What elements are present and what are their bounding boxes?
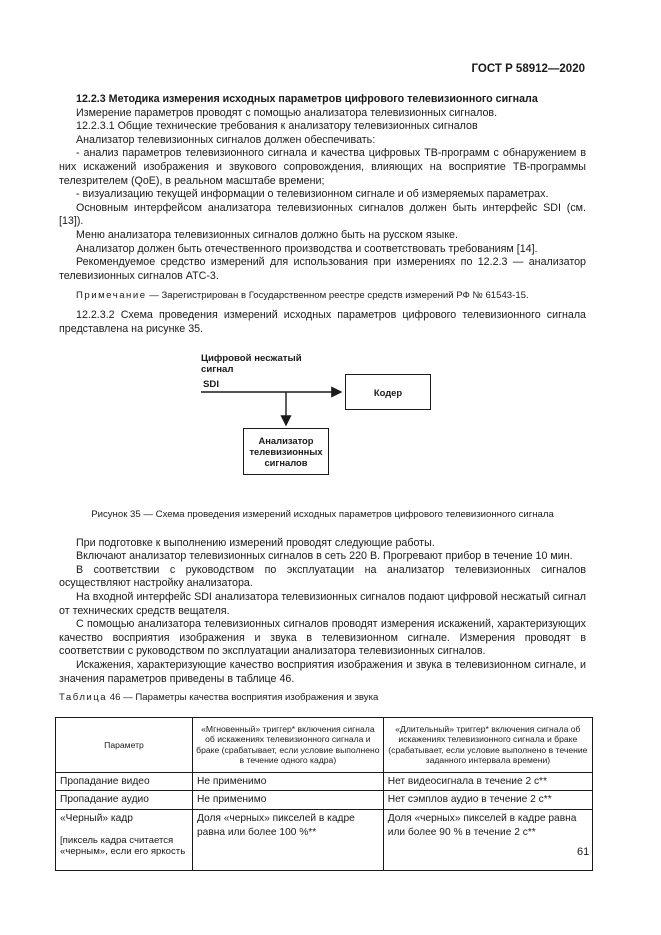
cell-param-title: «Черный» кадр	[60, 813, 133, 824]
table-caption-text: 46 — Параметры качества восприятия изображения и звука	[107, 692, 379, 704]
header-long-trigger: «Длительный» триггер* включения сигнала об искажениях телевизионного сигнала и браке (срабатывает, если условие выполнено в течение заданного интервала времени)	[383, 717, 592, 772]
subsection-title: 12.2.3.1 Общие технические требования к анализатору телевизионных сигналов	[76, 120, 478, 133]
cell-long: Нет видеосигнала в течение 2 с**	[383, 772, 592, 791]
figure-35-diagram	[59, 346, 586, 508]
paragraph: С помощью анализатора телевизионных сигналов проводят измерения искажений, характеризующих качество восприятия изображения и звука в телевизионном сигнале. Измерения проводят в соответствии с руководством по эксплуатации анализатора телевизионных сигналов.	[59, 618, 586, 658]
cell-param	[56, 810, 193, 871]
paragraph: На входной интерфейс SDI анализатора телевизионных сигналов подают цифровой несжатый сигнал от технических средств вещателя.	[59, 591, 586, 617]
table-header-row	[56, 717, 593, 772]
parameters-table	[55, 717, 593, 871]
paragraph: Измерение параметров проводят с помощью анализатора телевизионных сигналов.	[76, 106, 498, 119]
paragraph: В соответствии с руководством по эксплуатации на анализатор телевизионных сигналов осуществляют настройку анализатора.	[59, 563, 586, 590]
table-row	[56, 772, 593, 791]
page-number: 61	[577, 846, 590, 858]
note-label: Примечание	[76, 290, 147, 302]
header-instant-trigger: «Мгновенный» триггер* включения сигнала об искажениях телевизионного сигнала и браке (срабатывает, если условие выполнено в течение одного кадра)	[193, 717, 384, 772]
cell-param: Пропадание аудио	[56, 791, 193, 810]
note	[59, 289, 586, 303]
coder-box	[345, 374, 431, 410]
paragraph: При подготовке к выполнению измерений проводят следующие работы.	[76, 536, 435, 549]
header-parameter: Параметр	[56, 717, 193, 772]
cell-instant: Не применимо	[193, 772, 384, 791]
list-item: - анализ параметров телевизионного сигнала и качества цифровых ТВ-программ с обнаружением в них искажений изображения и звукового сопровождения, влияющих на восприятие ТВ-программы телезрителем (QoE), в реальном масштабе времени;	[59, 147, 586, 187]
sdi-label: SDI	[203, 379, 219, 391]
list-item: - визуализацию текущей информации о телевизионном сигнале и об измеряемых параметрах.	[76, 188, 549, 201]
analyzer-label: Анализатор телевизионных сигналов	[249, 435, 323, 469]
paragraph: Включают анализатор телевизионных сигналов в сеть 220 В. Прогревают прибор в течение 10 мин.	[76, 550, 573, 563]
section-heading: 12.2.3 Методика измерения исходных параметров цифрового телевизионного сигнала	[76, 93, 538, 105]
table-caption	[59, 691, 586, 705]
paragraph: Рекомендуемое средство измерений для использования при измерениях по 12.2.3 — анализатор телевизионных сигналов АТС-3.	[59, 256, 586, 282]
cell-instant: Доля «черных» пикселей в кадре равна или более 100 %**	[193, 810, 384, 871]
paragraph: 12.2.3.2 Схема проведения измерений исходных параметров цифрового телевизионного сигнала представлена на рисунке 35.	[59, 308, 586, 335]
diagram-lines	[59, 346, 586, 508]
table-row	[56, 810, 593, 871]
coder-label: Кодер	[373, 386, 403, 398]
cell-long: Нет сэмплов аудио в течение 2 с**	[383, 791, 592, 810]
note-text: — Зарегистрирован в Государственном реестре средств измерений РФ № 61543-15.	[146, 290, 529, 302]
cell-long: Доля «черных» пикселей в кадре равна или более 90 % в течение 2 с**	[383, 810, 592, 871]
cell-param-extra: [пиксель кадра считается «черным», если его яркость	[60, 834, 186, 858]
paragraph: Анализатор телевизионных сигналов должен обеспечивать:	[76, 133, 376, 146]
standard-number: ГОСТ Р 58912—2020	[471, 63, 585, 75]
paragraph: Основным интерфейсом анализатора телевизионных сигналов должен быть интерфейс SDI (см. [13]).	[59, 201, 586, 228]
page-body	[59, 93, 586, 871]
figure-caption: Рисунок 35 — Схема проведения измерений исходных параметров цифрового телевизионного сигнала	[91, 509, 554, 521]
paragraph: Анализатор должен быть отечественного производства и соответствовать требованиям [14].	[76, 242, 538, 255]
table-caption-label: Таблица	[59, 692, 108, 704]
paragraph: Искажения, характеризующие качество восприятия изображения и звука в телевизионном сигнале, и значения параметров приведены в таблице 46.	[59, 659, 586, 685]
signal-label: Цифровой несжатый сигнал	[201, 353, 302, 376]
analyzer-box	[243, 428, 329, 475]
paragraph: Меню анализатора телевизионных сигналов должно быть на русском языке.	[76, 228, 458, 241]
table-row	[56, 791, 593, 810]
cell-param: Пропадание видео	[56, 772, 193, 791]
cell-instant: Не применимо	[193, 791, 384, 810]
